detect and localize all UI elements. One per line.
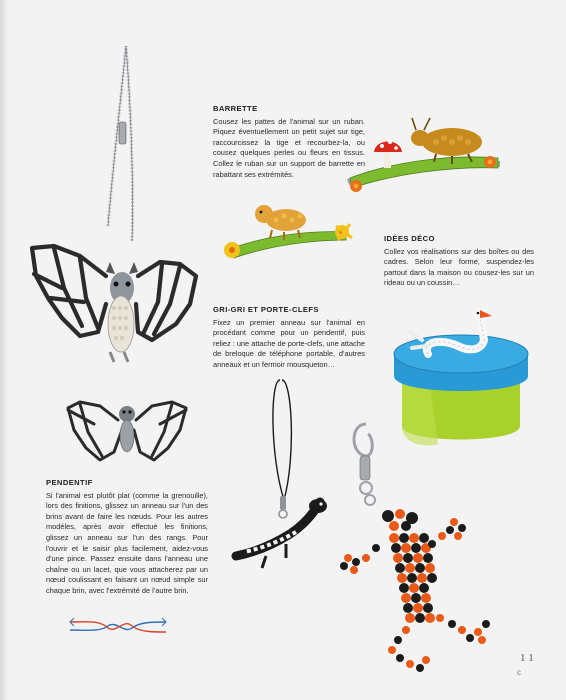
page-gutter-shadow [0, 0, 8, 700]
bat-body-icon [106, 262, 138, 362]
section-title-pendentif: PENDENTIF [46, 478, 93, 487]
section-body-gri-gri: Fixez un premier anneau sur l'animal en procédant comme pour un pendentif, puis reliez : une attache de porte-clefs, une attache de breloque de téléphone portable, d'autres anneaux et un fermoir mousqueton… [213, 317, 366, 369]
phone-charm-photo [226, 376, 336, 576]
idees-deco-section [384, 234, 534, 289]
section-title-idees-deco: IDÉES DÉCO [384, 234, 435, 243]
section-body-idees-deco: Collez vos réalisations sur des boîtes ou des cadres. Selon leur forme, suspendez-les partout dans la maison ou cousez-les sur un rideau ou un coussin… [384, 246, 534, 288]
section-body-barrette: Cousez les pattes de l'animal sur un ruban. Piquez éventuellement un petit sujet sur tige, raccourcissez la tige et recourbez-la, ou cousez quelques perles ou fleurs en tissus. Collez le ruban sur un support de barrette en rabattant ses extrémités. [213, 116, 365, 179]
barrette-bug-photo [340, 112, 510, 212]
frog-keychain-photo [336, 418, 506, 680]
swan-icon [410, 308, 492, 354]
barrette-section [213, 104, 365, 180]
small-bat-photo [64, 390, 194, 470]
ball-chain-icon [108, 46, 133, 241]
bat-pendant-photo [20, 36, 210, 381]
sliding-knot-diagram [66, 612, 170, 642]
corner-mark: c [517, 668, 521, 677]
barrette-pig-photo [214, 192, 362, 272]
frog-beads-icon [340, 509, 490, 672]
section-title-gri-gri: GRI-GRI ET PORTE-CLEFS [213, 305, 319, 314]
section-body-pendentif: Si l'animal est plutôt plat (comme la grenouille), lors des finitions, glissez un anneau sur l'un des brins avant de faire les nœuds. Pour les autres modèles, après avoir effectué les finitions, glissez un anneau sur l'un des rangs. Pour l'ouvrir et le saisir plus facilement, aidez-vous d'une pince. Passez ensuite dans l'anneau une chaîne ou un lacet, que vous attacherez par un nœud coulissant en faisant un nœud simple sur chaque brin, avec l'extrémité de l'autre brin. [46, 490, 208, 595]
section-title-barrette: BARRETTE [213, 104, 258, 113]
pendentif-section [46, 478, 208, 597]
page-number: 1 1 [520, 652, 534, 664]
gri-gri-section [213, 305, 365, 371]
